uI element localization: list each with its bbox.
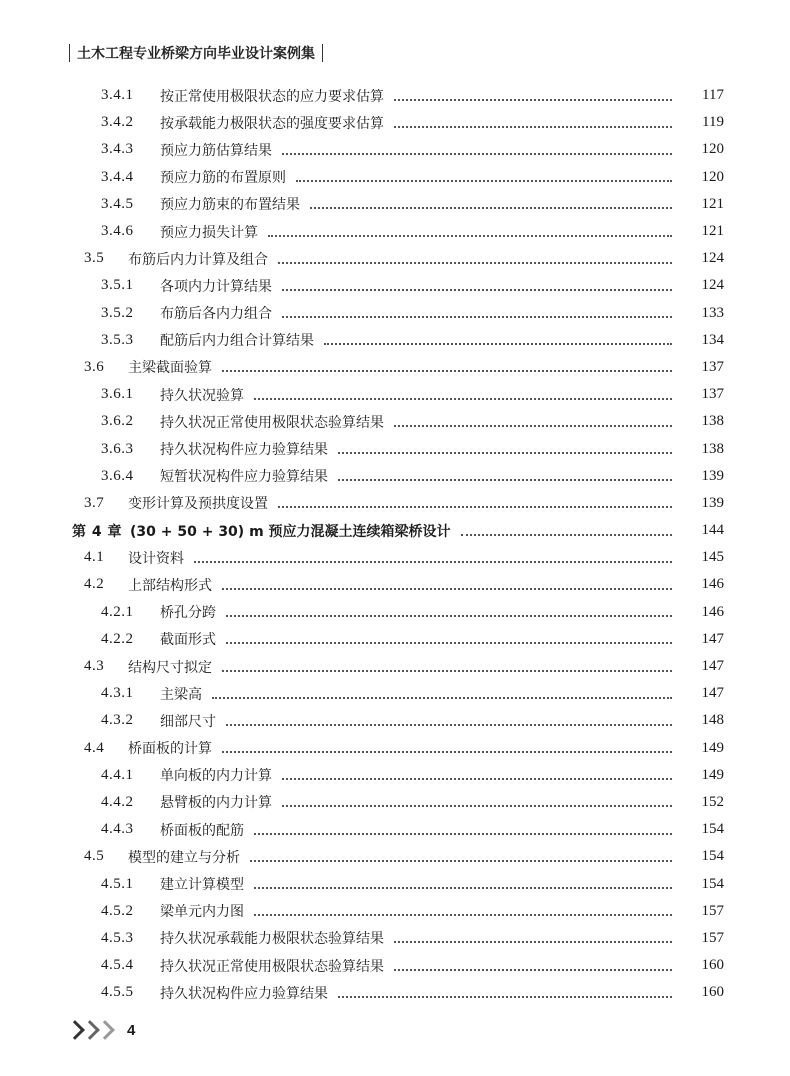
toc-entry-title: 布筋后各内力组合 (160, 306, 272, 323)
table-of-contents (0, 82, 790, 1006)
toc-entry-number: 4.4.3 (101, 821, 134, 838)
dot-leader (461, 532, 672, 536)
dot-leader (226, 613, 672, 617)
dot-leader (338, 994, 672, 998)
toc-entry-number: 3.4.3 (101, 141, 134, 158)
dot-leader (254, 831, 672, 835)
toc-entry[interactable] (0, 898, 790, 925)
toc-entry-page: 157 (701, 902, 724, 919)
toc-entry-title: 单向板的内力计算 (160, 768, 272, 785)
dot-leader (282, 151, 672, 155)
toc-entry-title: 按正常使用极限状态的应力要求估算 (160, 88, 384, 105)
dot-leader (324, 341, 672, 345)
toc-entry[interactable] (0, 816, 790, 843)
toc-entry[interactable] (0, 136, 790, 163)
toc-entry-page: 137 (701, 358, 724, 375)
toc-entry-number: 3.6.2 (101, 413, 134, 430)
toc-entry-number: 4.4 (84, 739, 105, 756)
toc-entry-title: 梁单元内力图 (160, 904, 244, 921)
toc-entry[interactable] (0, 952, 790, 979)
toc-entry-title: 设计资料 (128, 550, 184, 567)
toc-entry-page: 124 (701, 277, 724, 294)
toc-entry-title: 持久状况正常使用极限状态验算结果 (160, 414, 384, 431)
toc-entry[interactable] (0, 599, 790, 626)
toc-entry[interactable] (0, 789, 790, 816)
toc-entry-page: 147 (701, 630, 724, 647)
toc-entry[interactable] (0, 707, 790, 734)
toc-entry-number: 3.5.2 (101, 304, 134, 321)
dot-leader (338, 450, 672, 454)
toc-entry-page: 121 (701, 223, 724, 240)
dot-leader (222, 368, 672, 372)
toc-entry[interactable] (0, 327, 790, 354)
toc-entry-number: 4.4.1 (101, 766, 134, 783)
toc-entry[interactable] (0, 408, 790, 435)
toc-entry-number: 4.2.2 (101, 630, 134, 647)
toc-entry[interactable] (0, 109, 790, 136)
toc-entry-title: 各项内力计算结果 (160, 278, 272, 295)
toc-entry-number: 第 4 章 (72, 523, 122, 540)
toc-entry[interactable] (0, 544, 790, 571)
toc-entry-number: 4.5.4 (101, 957, 134, 974)
toc-entry[interactable] (0, 381, 790, 408)
toc-chapter-entry[interactable] (0, 517, 790, 544)
toc-entry-page: 134 (701, 331, 724, 348)
toc-entry[interactable] (0, 218, 790, 245)
header-divider-right (322, 44, 323, 62)
toc-entry[interactable] (0, 735, 790, 762)
toc-entry-title: (30 + 50 + 30) m 预应力混凝土连续箱梁桥设计 (130, 523, 451, 540)
toc-entry-page: 137 (701, 386, 724, 403)
toc-entry-number: 3.4.1 (101, 87, 134, 104)
toc-entry-title: 截面形式 (160, 632, 216, 649)
toc-entry-number: 4.1 (84, 549, 105, 566)
toc-entry-page: 146 (701, 576, 724, 593)
toc-entry-title: 预应力筋的布置原则 (160, 170, 286, 187)
dot-leader (212, 695, 672, 699)
book-title: 土木工程专业桥梁方向毕业设计案例集 (77, 46, 315, 62)
dot-leader (222, 586, 672, 590)
toc-entry-title: 桥面板的计算 (128, 741, 212, 758)
toc-entry[interactable] (0, 843, 790, 870)
dot-leader (296, 178, 672, 182)
dot-leader (222, 749, 672, 753)
toc-entry[interactable] (0, 164, 790, 191)
toc-entry[interactable] (0, 979, 790, 1006)
toc-entry[interactable] (0, 870, 790, 897)
toc-entry[interactable] (0, 82, 790, 109)
toc-entry[interactable] (0, 435, 790, 462)
toc-entry-page: 149 (701, 739, 724, 756)
toc-entry-page: 120 (701, 168, 724, 185)
toc-entry-number: 4.3.1 (101, 685, 134, 702)
toc-entry-number: 3.6.3 (101, 440, 134, 457)
toc-entry-number: 4.4.2 (101, 793, 134, 810)
dot-leader (394, 97, 672, 101)
toc-entry-page: 146 (701, 603, 724, 620)
toc-entry-title: 模型的建立与分析 (128, 849, 240, 866)
dot-leader (282, 803, 672, 807)
toc-entry-number: 3.5.1 (101, 277, 134, 294)
toc-entry-title: 持久状况正常使用极限状态验算结果 (160, 958, 384, 975)
toc-entry-number: 4.5 (84, 848, 105, 865)
toc-entry-page: 145 (701, 549, 724, 566)
dot-leader (254, 885, 672, 889)
toc-entry[interactable] (0, 626, 790, 653)
toc-entry[interactable] (0, 245, 790, 272)
toc-entry-title: 配筋后内力组合计算结果 (160, 333, 314, 350)
toc-entry-number: 3.6.1 (101, 386, 134, 403)
toc-entry-number: 4.5.1 (101, 875, 134, 892)
toc-entry-page: 121 (701, 195, 724, 212)
toc-entry-page: 138 (701, 413, 724, 430)
toc-entry[interactable] (0, 191, 790, 218)
dot-leader (278, 260, 672, 264)
toc-entry[interactable] (0, 354, 790, 381)
toc-entry-number: 4.5.5 (101, 984, 134, 1001)
dot-leader (394, 423, 672, 427)
toc-entry-title: 持久状况验算 (160, 387, 244, 404)
dot-leader (282, 776, 672, 780)
toc-entry-title: 上部结构形式 (128, 577, 212, 594)
toc-entry-page: 144 (701, 522, 724, 539)
toc-entry-page: 119 (702, 114, 724, 131)
toc-entry-page: 139 (701, 494, 724, 511)
toc-entry-title: 变形计算及预拱度设置 (128, 496, 268, 513)
dot-leader (282, 314, 672, 318)
toc-entry-title: 持久状况构件应力验算结果 (160, 985, 328, 1002)
toc-entry-page: 124 (701, 250, 724, 267)
toc-entry[interactable] (0, 680, 790, 707)
dot-leader (268, 233, 672, 237)
toc-entry-title: 桥面板的配筋 (160, 822, 244, 839)
dot-leader (254, 396, 672, 400)
toc-entry-number: 3.7 (84, 494, 105, 511)
toc-entry-number: 3.5.3 (101, 331, 134, 348)
toc-entry-page: 148 (701, 712, 724, 729)
dot-leader (222, 668, 672, 672)
toc-entry-number: 3.6 (84, 358, 105, 375)
toc-entry-page: 160 (701, 984, 724, 1001)
toc-entry[interactable] (0, 925, 790, 952)
toc-entry-page: 149 (701, 766, 724, 783)
dot-leader (254, 912, 672, 916)
toc-entry-page: 160 (701, 957, 724, 974)
toc-entry-number: 4.5.2 (101, 902, 134, 919)
toc-entry-number: 3.4.5 (101, 195, 134, 212)
toc-entry-page: 154 (701, 848, 724, 865)
toc-entry-number: 4.2 (84, 576, 105, 593)
toc-entry-number: 3.4.2 (101, 114, 134, 131)
toc-entry-number: 4.2.1 (101, 603, 134, 620)
dot-leader (394, 967, 672, 971)
toc-entry-number: 4.3.2 (101, 712, 134, 729)
toc-entry-page: 139 (701, 467, 724, 484)
toc-entry[interactable] (0, 300, 790, 327)
toc-entry-number: 3.6.4 (101, 467, 134, 484)
toc-entry-title: 按承载能力极限状态的强度要求估算 (160, 115, 384, 132)
dot-leader (278, 504, 672, 508)
dot-leader (338, 477, 672, 481)
toc-entry-number: 4.3 (84, 658, 105, 675)
toc-entry-title: 建立计算模型 (160, 877, 244, 894)
toc-entry-title: 主梁高 (160, 686, 202, 703)
dot-leader (282, 287, 672, 291)
toc-entry[interactable] (0, 490, 790, 517)
toc-entry[interactable] (0, 463, 790, 490)
toc-entry-title: 预应力筋估算结果 (160, 142, 272, 159)
toc-entry[interactable] (0, 762, 790, 789)
toc-entry[interactable] (0, 653, 790, 680)
dot-leader (250, 858, 672, 862)
dot-leader (194, 559, 672, 563)
toc-entry-page: 133 (701, 304, 724, 321)
header-divider-left (69, 44, 70, 62)
toc-entry-page: 147 (701, 685, 724, 702)
dot-leader (226, 640, 672, 644)
toc-entry-title: 预应力损失计算 (160, 224, 258, 241)
toc-entry-title: 持久状况承载能力极限状态验算结果 (160, 931, 384, 948)
toc-entry[interactable] (0, 571, 790, 598)
toc-entry-title: 布筋后内力计算及组合 (128, 251, 268, 268)
page-footer (68, 1018, 135, 1042)
toc-entry-title: 持久状况构件应力验算结果 (160, 442, 328, 459)
toc-entry-number: 3.4.4 (101, 168, 134, 185)
toc-entry-number: 3.5 (84, 250, 105, 267)
toc-entry[interactable] (0, 272, 790, 299)
toc-entry-title: 悬臂板的内力计算 (160, 795, 272, 812)
toc-entry-number: 4.5.3 (101, 929, 134, 946)
dot-leader (226, 722, 672, 726)
toc-entry-page: 154 (701, 821, 724, 838)
toc-entry-page: 152 (701, 793, 724, 810)
toc-entry-number: 3.4.6 (101, 223, 134, 240)
toc-entry-page: 157 (701, 929, 724, 946)
toc-entry-title: 预应力筋束的布置结果 (160, 197, 300, 214)
dot-leader (394, 124, 672, 128)
chevron-arrows-icon (68, 1023, 113, 1037)
toc-entry-page: 120 (701, 141, 724, 158)
toc-entry-page: 138 (701, 440, 724, 457)
dot-leader (394, 939, 672, 943)
toc-entry-title: 短暂状况构件应力验算结果 (160, 469, 328, 486)
toc-entry-page: 154 (701, 875, 724, 892)
toc-entry-title: 结构尺寸拟定 (128, 659, 212, 676)
toc-entry-title: 桥孔分跨 (160, 605, 216, 622)
toc-entry-title: 主梁截面验算 (128, 360, 212, 377)
toc-entry-title: 细部尺寸 (160, 713, 216, 730)
running-header (62, 40, 330, 66)
toc-entry-page: 147 (701, 658, 724, 675)
dot-leader (310, 205, 672, 209)
page-number: 4 (127, 1021, 136, 1039)
toc-entry-page: 117 (702, 87, 724, 104)
